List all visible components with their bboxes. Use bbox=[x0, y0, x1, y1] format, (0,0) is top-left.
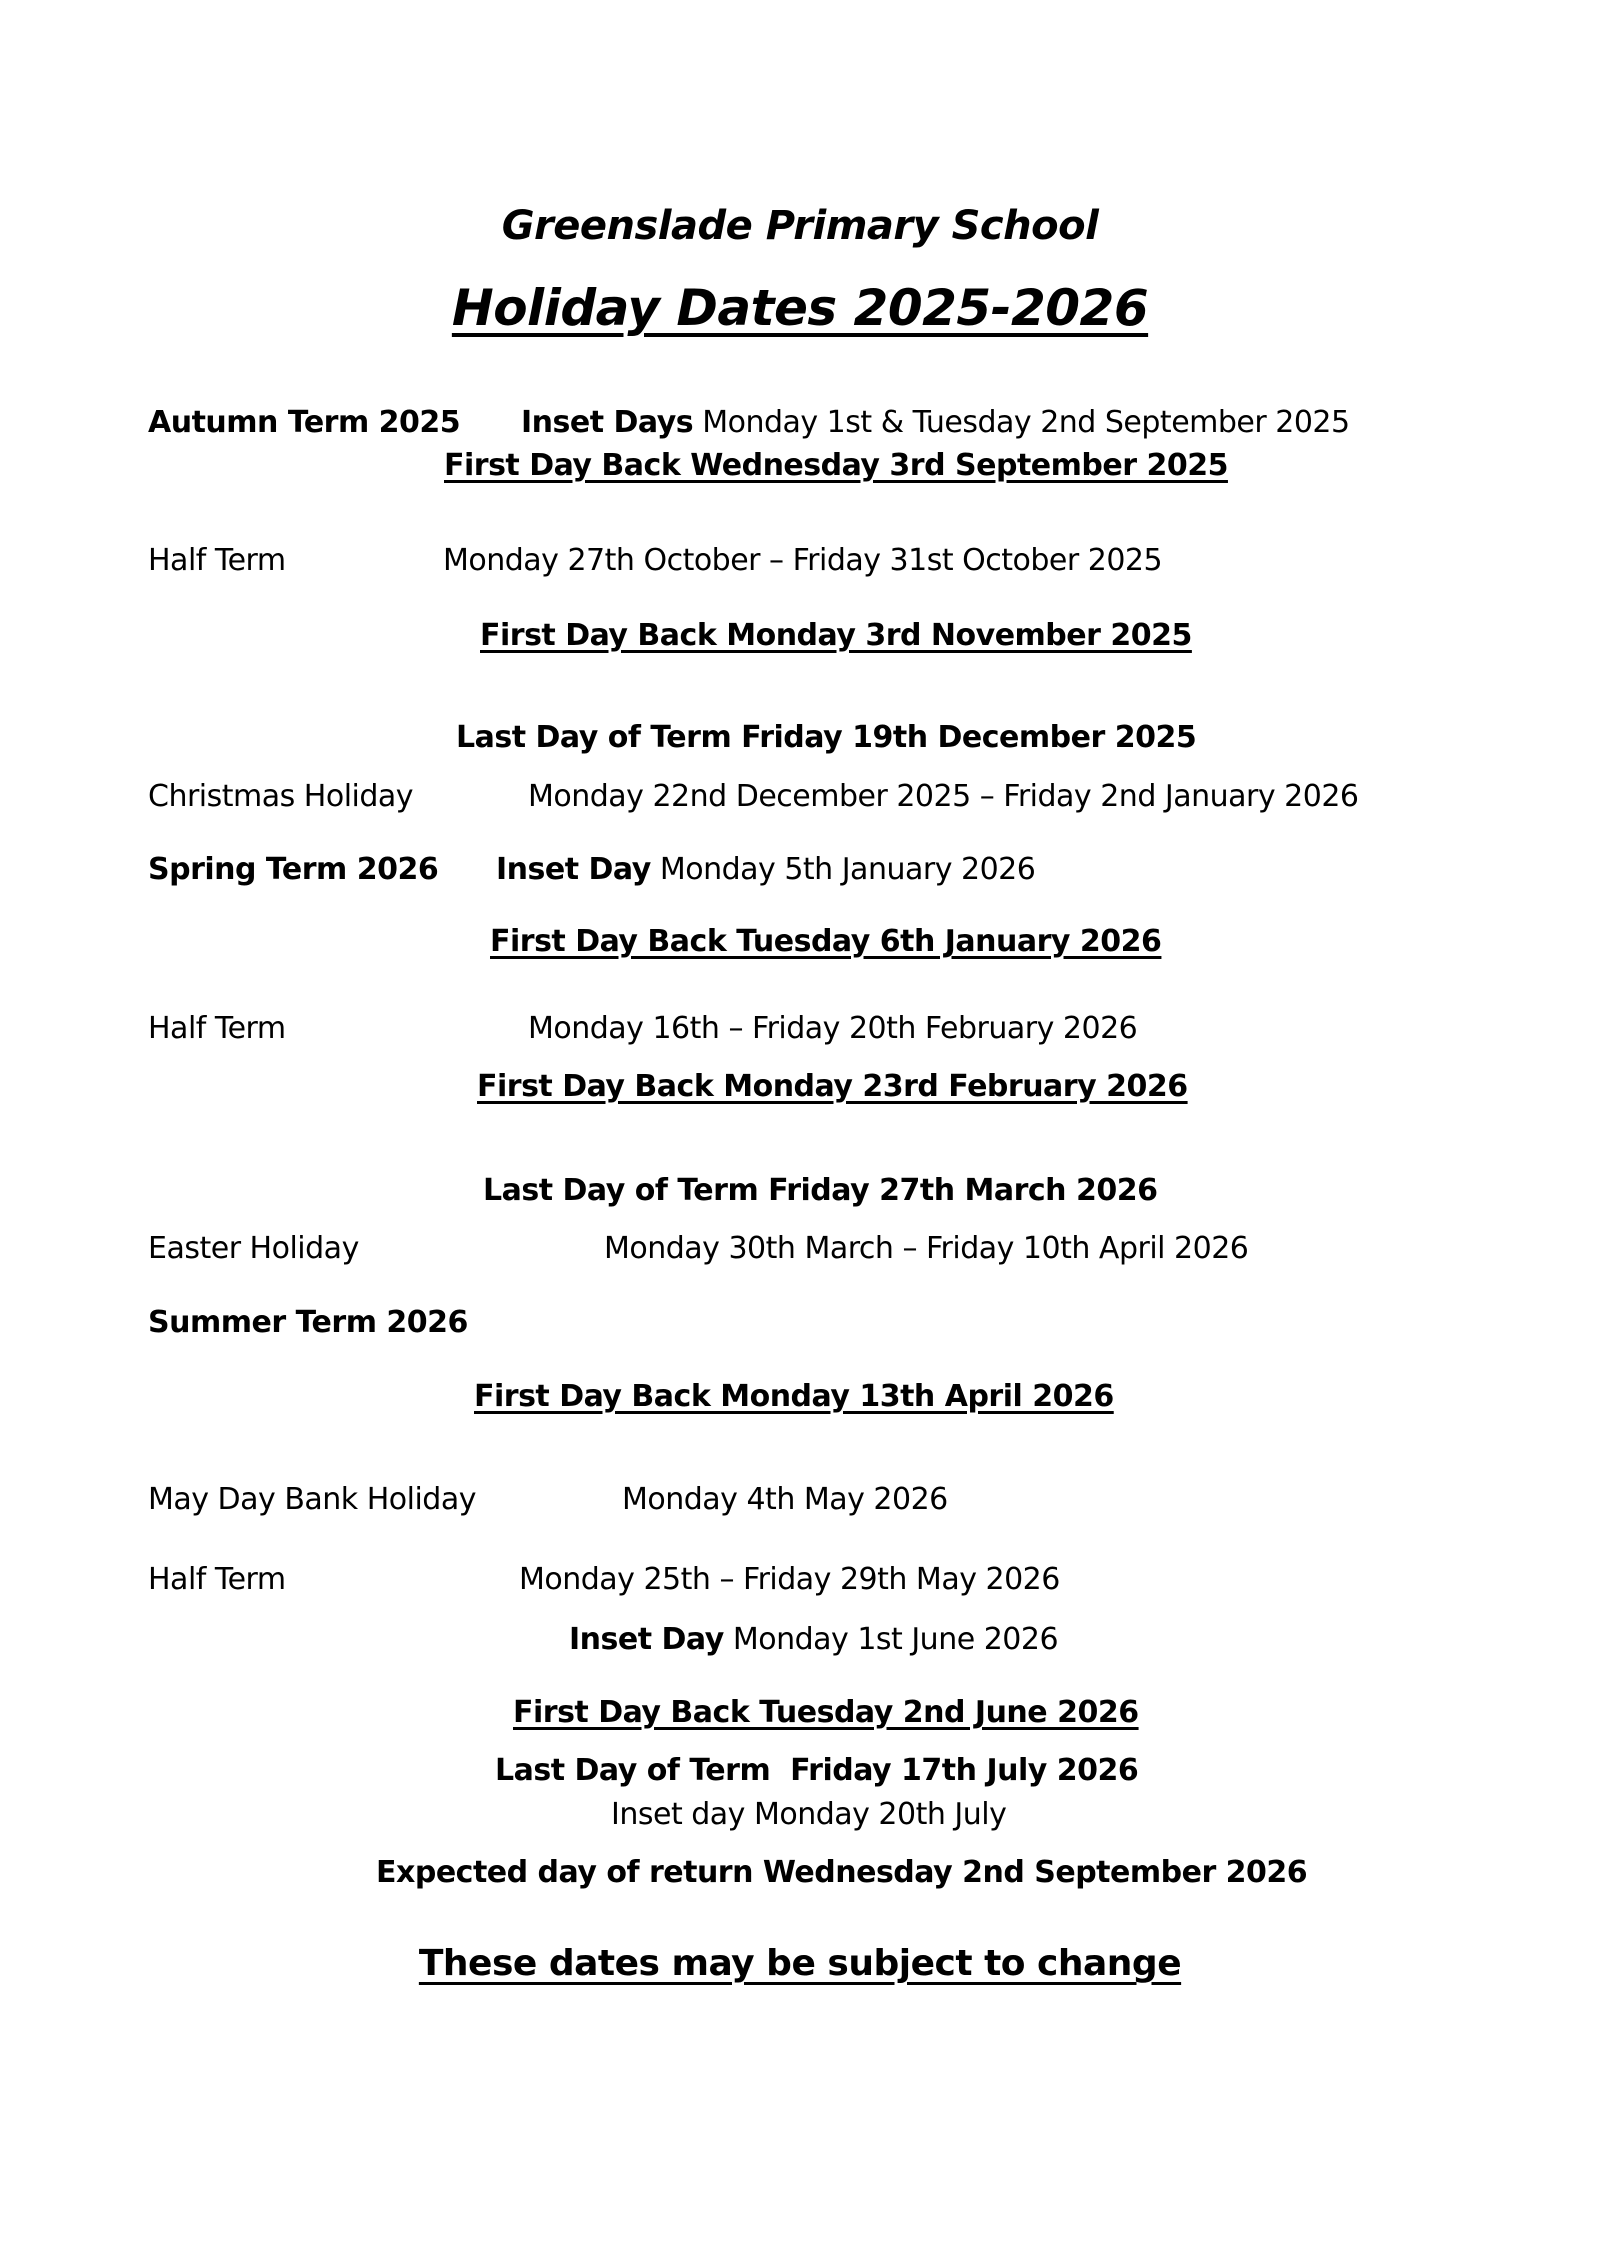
page-title: Holiday Dates 2025-2026 bbox=[451, 279, 1149, 337]
spring-after-half-term-back: First Day Back Monday 23rd February 2026 bbox=[477, 1069, 1188, 1104]
spring-half-term-dates: Monday 16th – Friday 20th February 2026 bbox=[528, 1011, 1138, 1046]
spring-last-day: Last Day of Term Friday 27th March 2026 bbox=[483, 1173, 1158, 1208]
summer-after-half-term-back: First Day Back Tuesday 2nd June 2026 bbox=[513, 1695, 1139, 1730]
school-name: Greenslade Primary School bbox=[501, 203, 1099, 249]
spring-term-label: Spring Term 2026 bbox=[148, 852, 439, 887]
summer-last-day: Last Day of Term Friday 17th July 2026 bbox=[495, 1753, 1139, 1788]
summer-first-day-back: First Day Back Monday 13th April 2026 bbox=[474, 1379, 1114, 1414]
summer-inset-dates: Monday 1st June 2026 bbox=[732, 1622, 1059, 1657]
spring-first-day-back: First Day Back Tuesday 6th January 2026 bbox=[490, 924, 1162, 959]
christmas-holiday-label: Christmas Holiday bbox=[148, 779, 414, 814]
expected-return: Expected day of return Wednesday 2nd September 2026 bbox=[376, 1855, 1308, 1890]
disclaimer-wrapper bbox=[0, 1943, 1600, 1984]
disclaimer: These dates may be subject to change bbox=[418, 1943, 1182, 1984]
autumn-after-half-term-back: First Day Back Monday 3rd November 2025 bbox=[480, 618, 1192, 653]
summer-half-term-dates: Monday 25th – Friday 29th May 2026 bbox=[519, 1562, 1060, 1597]
summer-term-label: Summer Term 2026 bbox=[148, 1305, 468, 1340]
spring-inset-dates: Monday 5th January 2026 bbox=[659, 852, 1036, 887]
autumn-inset-label: Inset Days bbox=[521, 405, 694, 440]
spring-half-term-label: Half Term bbox=[148, 1011, 286, 1046]
may-day-date: Monday 4th May 2026 bbox=[622, 1482, 948, 1517]
spring-inset-label: Inset Day bbox=[496, 852, 651, 887]
easter-holiday-label: Easter Holiday bbox=[148, 1231, 359, 1266]
summer-final-inset: Inset day Monday 20th July bbox=[611, 1797, 1007, 1832]
christmas-holiday-dates: Monday 22nd December 2025 – Friday 2nd January 2026 bbox=[528, 779, 1359, 814]
autumn-term-label: Autumn Term 2025 bbox=[148, 405, 461, 440]
autumn-half-term-label: Half Term bbox=[148, 543, 286, 578]
autumn-first-day-back: First Day Back Wednesday 3rd September 2025 bbox=[444, 448, 1228, 483]
title-wrapper bbox=[0, 279, 1600, 337]
summer-inset-label: Inset Day bbox=[569, 1622, 724, 1657]
autumn-inset-dates: Monday 1st & Tuesday 2nd September 2025 bbox=[702, 405, 1350, 440]
may-day-label: May Day Bank Holiday bbox=[148, 1482, 476, 1517]
autumn-last-day: Last Day of Term Friday 19th December 2025 bbox=[456, 720, 1197, 755]
autumn-half-term-dates: Monday 27th October – Friday 31st October 2025 bbox=[443, 543, 1163, 578]
easter-holiday-dates: Monday 30th March – Friday 10th April 2026 bbox=[604, 1231, 1249, 1266]
summer-half-term-label: Half Term bbox=[148, 1562, 286, 1597]
summer-inset-row bbox=[569, 1622, 1059, 1657]
autumn-inset-row bbox=[521, 405, 1350, 440]
spring-inset-row bbox=[496, 852, 1036, 887]
